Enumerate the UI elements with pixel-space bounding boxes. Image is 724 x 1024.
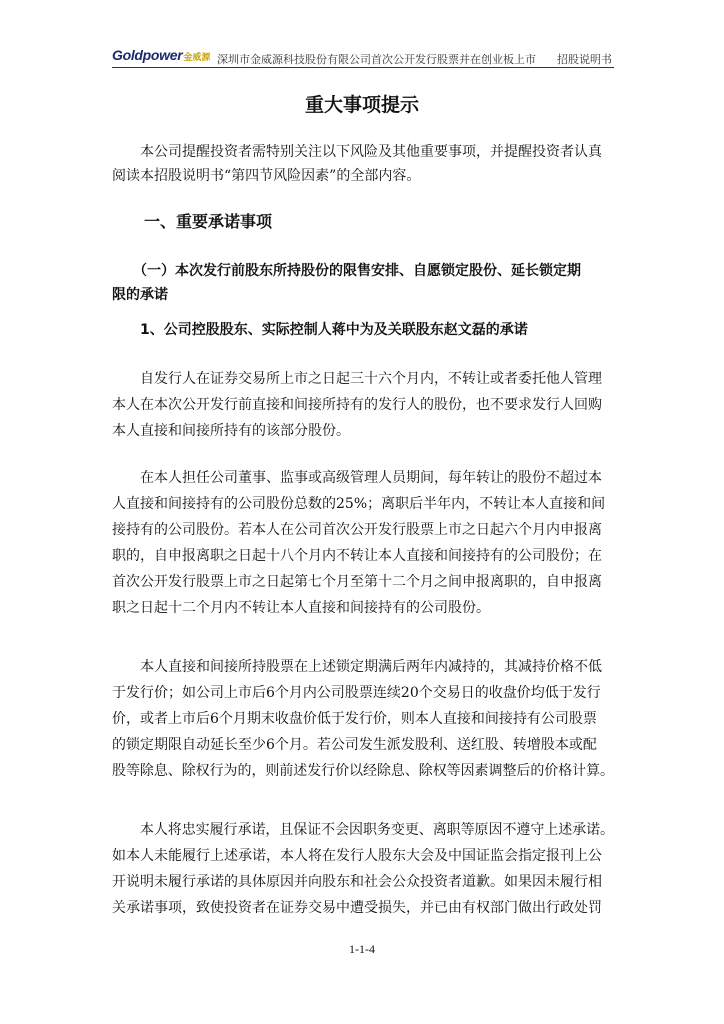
text-line: 本人在本次公开发行前直接和间接所持有的发行人的股份，也不要求发行人回购 bbox=[112, 397, 602, 413]
text-line: 的锁定期限自动延长至少6个月。若公司发生派发股利、送红股、转增股本或配 bbox=[112, 737, 597, 753]
header-company-title: 深圳市金威源科技股份有限公司首次公开发行股票并在创业板上市 bbox=[217, 53, 536, 66]
page-title: 重大事项提示 bbox=[304, 94, 419, 116]
text-line: 首次公开发行股票上市之日起第七个月至第十二个月之间申报离职的，自申报离 bbox=[112, 574, 602, 590]
text-line: 本人直接和间接所持有的该部分股份。 bbox=[112, 423, 350, 439]
header-document-type: 招股说明书 bbox=[557, 53, 612, 66]
company-logo bbox=[112, 47, 210, 63]
text-line: 如本人未能履行上述承诺，本人将在发行人股东大会及中国证监会指定报刊上公 bbox=[112, 848, 602, 864]
text-line: 接持有的公司股份。若本人在公司首次公开发行股票上市之日起六个月内申报离 bbox=[112, 522, 602, 538]
text-line: 自发行人在证券交易所上市之日起三十六个月内，不转让或者委托他人管理 bbox=[112, 371, 602, 387]
text-line: 人直接和间接持有的公司股份总数的25%；离职后半年内，不转让本人直接和间 bbox=[112, 496, 606, 512]
page-number: 1-1-4 bbox=[349, 942, 375, 956]
text-line: 阅读本招股说明书“第四节风险因素”的全部内容。 bbox=[112, 168, 421, 184]
text-line: 本人将忠实履行承诺，且保证不会因职务变更、离职等原因不遵守上述承诺。 bbox=[112, 822, 614, 838]
intro-paragraph bbox=[112, 140, 614, 188]
logo-chinese-text: 金威源 bbox=[183, 53, 211, 63]
text-line: 股等除息、除权行为的，则前述发行价以经除息、除权等因素调整后的价格计算。 bbox=[112, 763, 614, 779]
paragraph-lockup bbox=[112, 366, 614, 444]
text-line: 价，或者上市后6个月期末收盘价低于发行价，则本人直接和间接持有公司股票 bbox=[112, 711, 597, 727]
text-line: 于发行价；如公司上市后6个月内公司股票连续20个交易日的收盘价均低于发行 bbox=[112, 685, 601, 701]
page-header bbox=[112, 44, 612, 66]
section-heading-text: 一、重要承诺事项 bbox=[112, 212, 273, 231]
text-line: 开说明未履行承诺的具体原因并向股东和社会公众投资者道歉。如果因未履行相 bbox=[112, 874, 602, 890]
text-line: 本人直接和间接所持股票在上述锁定期满后两年内减持的，其减持价格不低 bbox=[112, 659, 602, 675]
paragraph-reduction-price bbox=[112, 654, 614, 784]
text-line: 关承诺事项，致使投资者在证券交易中遭受损失，并已由有权部门做出行政处罚 bbox=[112, 900, 602, 916]
text-line: 职之日起十二个月内不转让本人直接和间接持有的公司股份。 bbox=[112, 600, 490, 616]
subsection-heading bbox=[112, 259, 614, 307]
header-divider bbox=[112, 67, 614, 68]
paragraph-commitment bbox=[112, 817, 614, 921]
logo-latin-text: Goldpower bbox=[112, 47, 183, 63]
section-heading bbox=[112, 209, 614, 232]
item-heading bbox=[112, 319, 614, 339]
text-line: 在本人担任公司董事、监事或高级管理人员期间，每年转让的股份不超过本 bbox=[112, 470, 602, 486]
text-line: 职的，自申报离职之日起十八个月内不转让本人直接和间接持有的公司股份；在 bbox=[112, 548, 602, 564]
text-line: 本公司提醒投资者需特别关注以下风险及其他重要事项，并提醒投资者认真 bbox=[112, 144, 602, 160]
item-heading-text: 1、公司控股股东、实际控制人蒋中为及关联股东赵文磊的承诺 bbox=[112, 322, 528, 338]
paragraph-transfer-limits bbox=[112, 465, 614, 621]
text-line: 限的承诺 bbox=[112, 287, 168, 303]
text-line: （一）本次发行前股东所持股份的限售安排、自愿锁定股份、延长锁定期 bbox=[112, 263, 581, 279]
